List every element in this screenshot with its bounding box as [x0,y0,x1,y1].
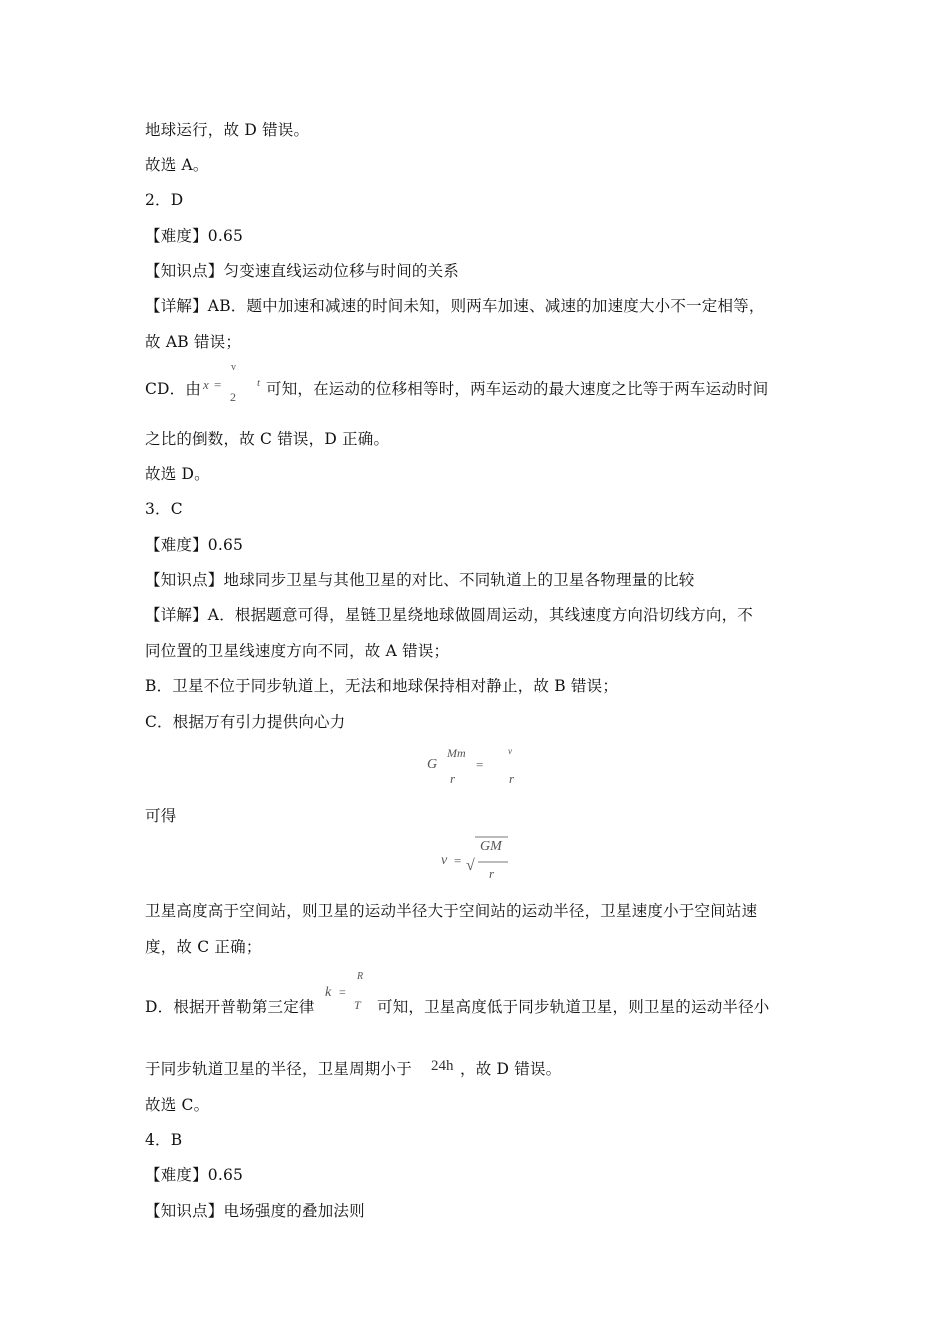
text-line: CD．由 [145,380,202,398]
question-answer: 3．C [145,500,183,518]
document-page: 地球运行，故 D 错误。 故选 A。 2．D 【难度】0.65 【知识点】匀变速直线运动位移与时间的关系 【详解】AB．题中加速和减速的时间未知，则两车加速、减速的加速度大小不一定相等， 故 AB 错误； CD．由 x = v 2 t 可知，在运动的位移相等时，两车运动的最大速度之比等于两车运动时间 之比的倒数，故 C 错误，D 正确。 故选 D。 3．C 【难度】0.65 【知识点】地球同步卫星与其他卫星的对比、不同轨道上的卫星各物理量的比较 【详解】A．根据题意可得，星链卫星绕地球做圆周运动，其线速度方向沿切线方向，不 同位置的卫星线速度方向不同，故 A 错误； B．卫星不位于同步轨道上，无法和地球保持相对静止，故 B 错误； C．根据万有引力提供向心力 G Mm r = v r 可得 v = √ GM r 卫星高度高于空间站，则卫星的运动半径大于空间站的运动半径，卫星速度小于空间站速 度，故 C 正确； D．根据开普勒第三定律 k = R T 可知，卫星高度低于同步轨道卫星，则卫星的运动半径小 于同步轨道卫星的半径，卫星周期小于 24h ，故 D 错误。 故选 C。 4．B 【难度】0.65 【知识点】电场强度的叠加法则 [145,121,770,1220]
text-line: 度，故 C 正确； [145,938,262,956]
detail-explanation: 【详解】A．根据题意可得，星链卫星绕地球做圆周运动，其线速度方向沿切线方向，不 [145,606,753,624]
text-line: 故 AB 错误； [145,333,242,351]
detail-explanation: 【详解】AB．题中加速和减速的时间未知，则两车加速、减速的加速度大小不一定相等， [145,297,765,315]
question-answer: 4．B [145,1131,183,1149]
knowledge-point: 【知识点】电场强度的叠加法则 [145,1202,365,1220]
text-line: D．根据开普勒第三定律 [145,998,315,1016]
text-line: ，故 D 错误。 [460,1060,562,1078]
text-line: 地球运行，故 D 错误。 [145,121,310,139]
text-line: 故选 A。 [145,156,209,174]
text-line: 之比的倒数，故 C 错误，D 正确。 [145,430,390,448]
text-line: 同位置的卫星线速度方向不同，故 A 错误； [145,642,450,660]
knowledge-point: 【知识点】匀变速直线运动位移与时间的关系 [145,262,460,280]
text-line: 可知，在运动的位移相等时，两车运动的最大速度之比等于两车运动时间 [266,380,769,398]
text-line: 故选 D。 [145,465,210,483]
difficulty: 【难度】0.65 [145,1166,244,1184]
text-line: 故选 C。 [145,1096,210,1114]
radical-bar [472,835,512,867]
text-line: B．卫星不位于同步轨道上，无法和地球保持相对静止，故 B 错误； [145,677,619,695]
text-line: 卫星高度高于空间站，则卫星的运动半径大于空间站的运动半径，卫星速度小于空间站速 [145,902,758,920]
difficulty: 【难度】0.65 [145,227,244,245]
knowledge-point: 【知识点】地球同步卫星与其他卫星的对比、不同轨道上的卫星各物理量的比较 [145,571,695,589]
difficulty: 【难度】0.65 [145,536,244,554]
period-value: 24h [431,1058,454,1074]
question-answer: 2．D [145,191,184,209]
text-line: 可知，卫星高度低于同步轨道卫星，则卫星的运动半径小 [377,998,770,1016]
text-line: 于同步轨道卫星的半径，卫星周期小于 [145,1060,412,1078]
text-line: C．根据万有引力提供向心力 [145,713,346,731]
text-line: 可得 [145,807,177,825]
